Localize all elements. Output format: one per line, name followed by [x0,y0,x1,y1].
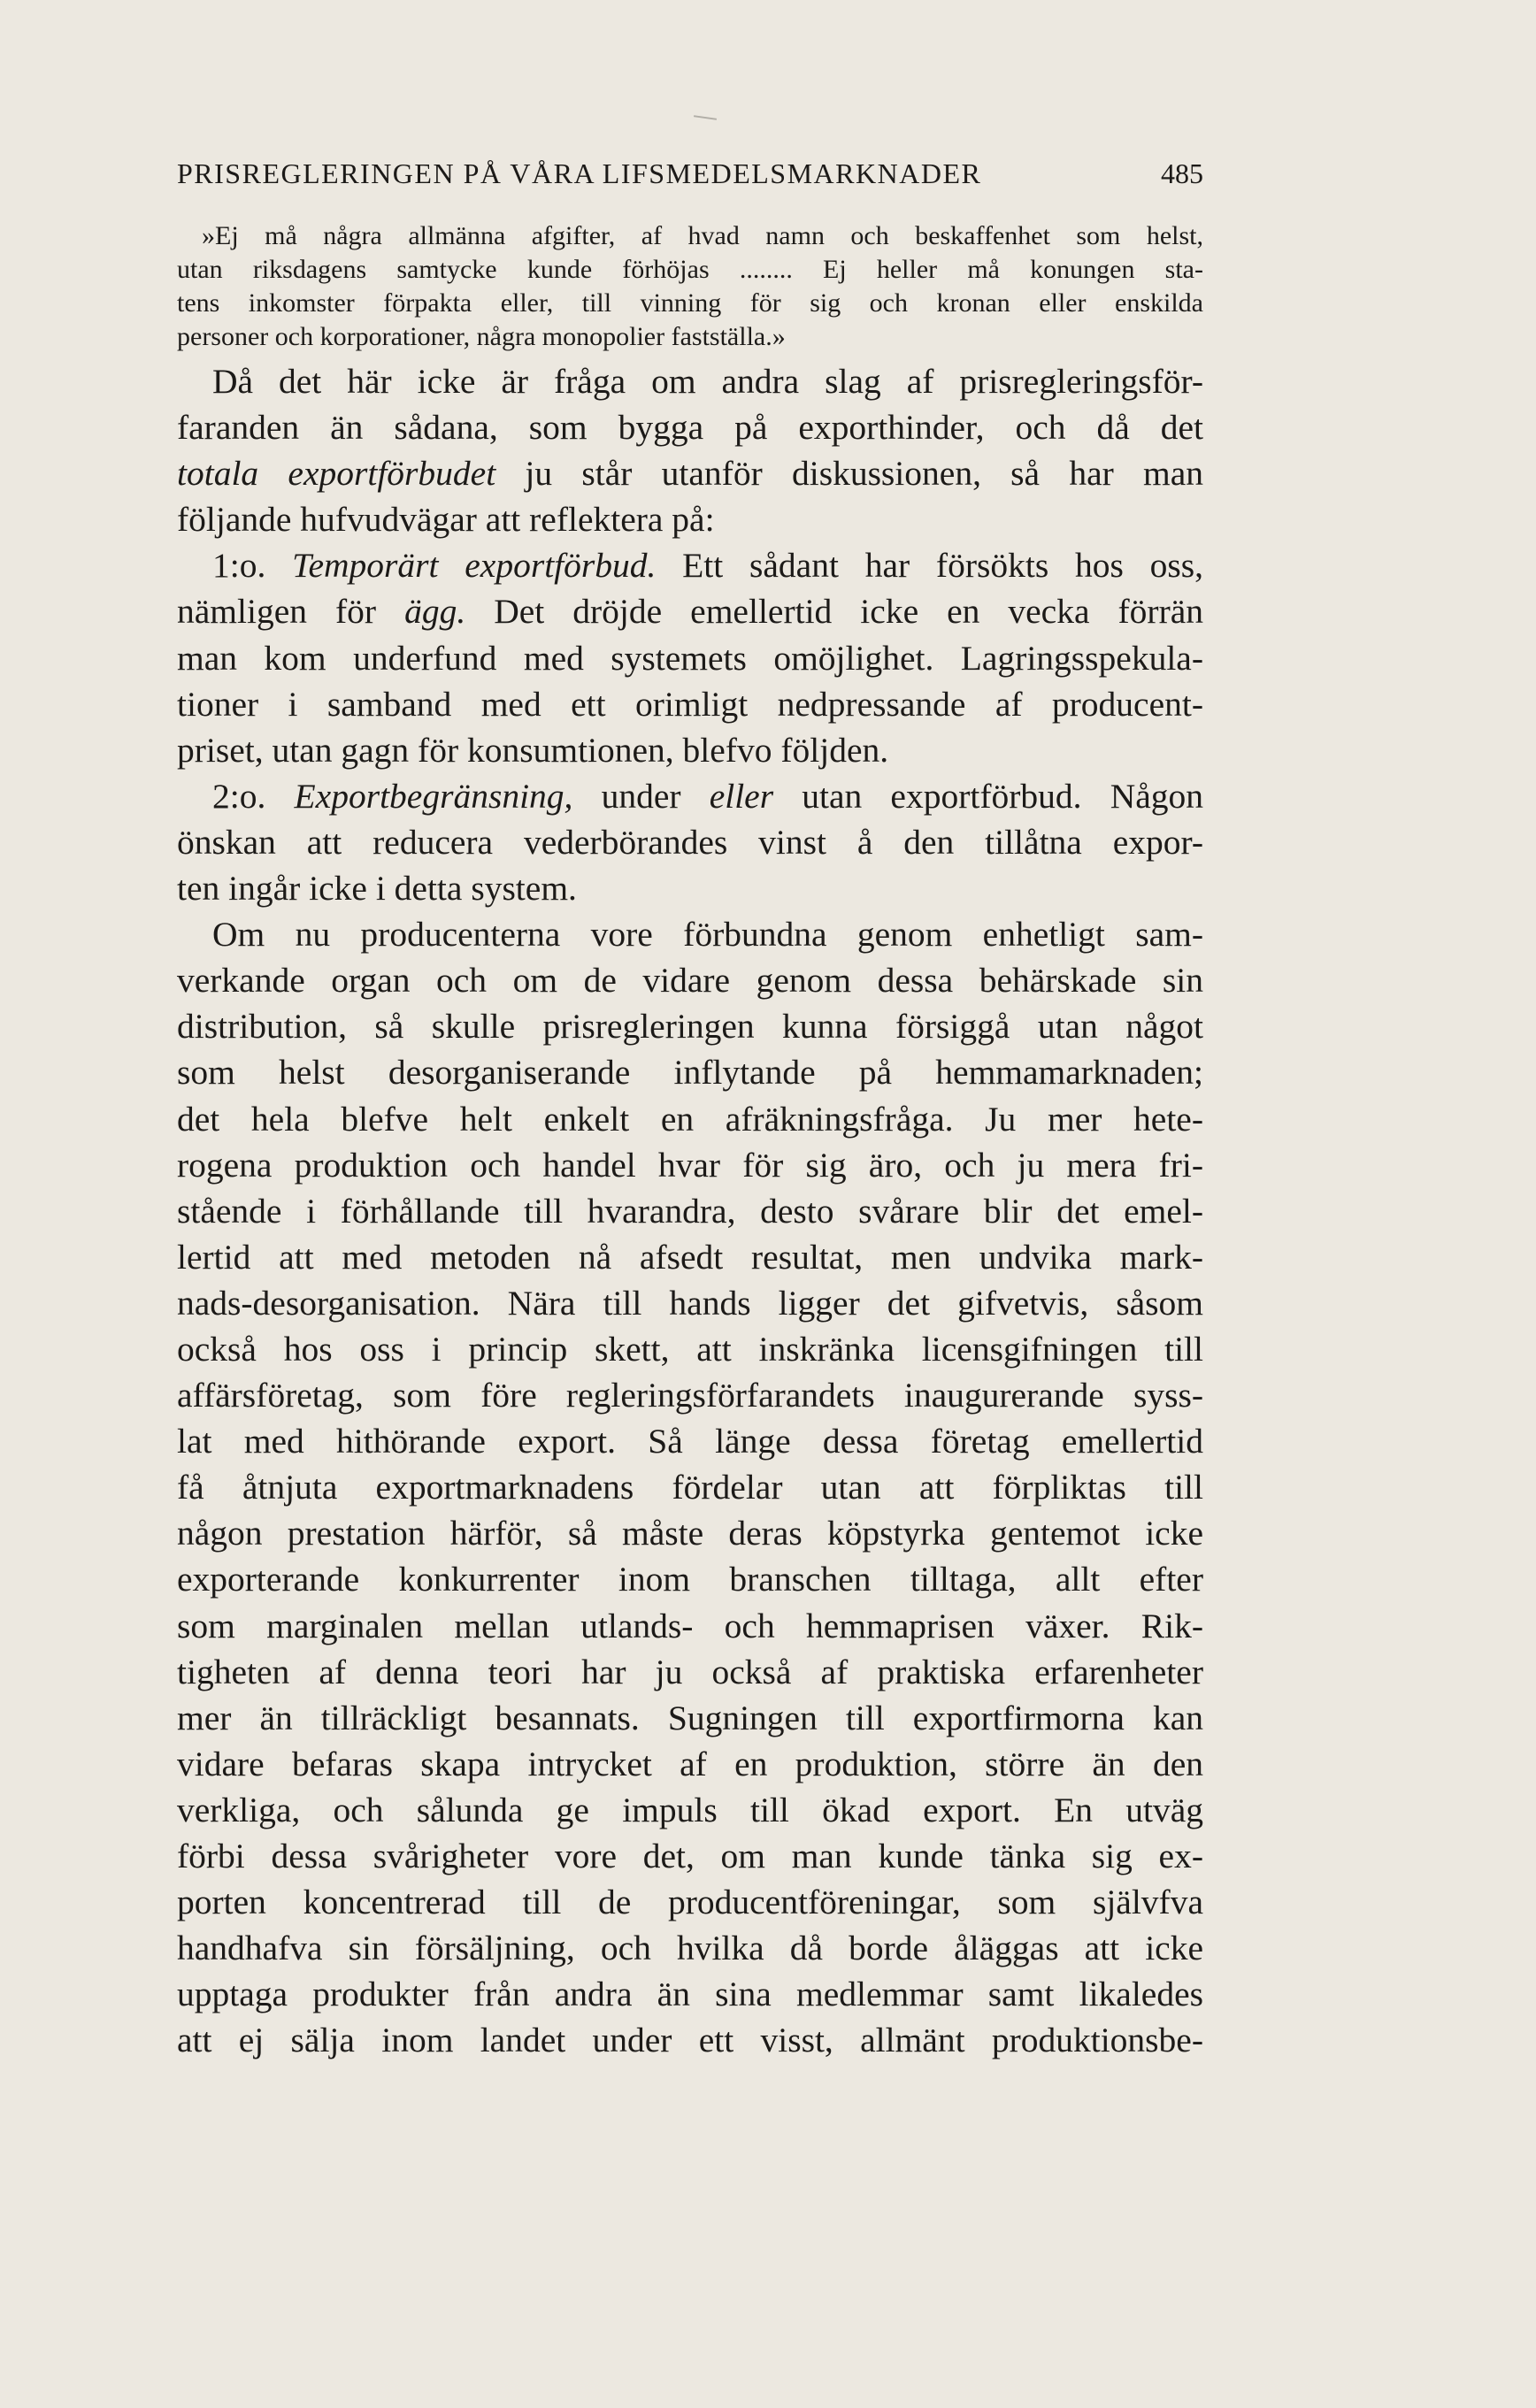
text-line: priset, utan gagn för konsumtionen, blefvo följden. [177,730,889,770]
text-line: vidare befaras skapa intrycket af en produktion, större än den [177,1744,1203,1783]
text-line: lertid att med metoden nå afsedt resultat, men undvika mark- [177,1237,1203,1277]
text-line: exporterande konkurrenter inom branschen tilltaga, allt efter [177,1560,1203,1599]
text-line: faranden än sådana, som bygga på exporthinder, och då det [177,408,1203,448]
text-line: verkliga, och sålunda ge impuls till ökad export. En utväg [177,1790,1203,1829]
italic-term: Temporärt exportförbud. [292,546,657,586]
text-line: förbi dessa svårigheter vore det, om man kunde tänka sig ex- [177,1837,1203,1875]
quote-line: utan riksdagens samtycke kunde förhöjas ........ Ej heller må konungen sta- [177,255,1203,284]
text-line: som marginalen mellan utlands- och hemmaprisen växer. Rik- [177,1606,1203,1645]
text-line: stående i förhållande till hvarandra, desto svårare blir det emel- [177,1191,1203,1231]
body-text [177,358,1203,2063]
italic-term: Exportbegränsning, [294,776,573,816]
text-line: också hos oss i princip skett, att inskränka licensgifningen till [177,1329,1203,1369]
text-line: önskan att reducera vederbörandes vinst å den tillåtna expor- [177,822,1203,862]
text-line: affärsföretag, som före regleringsförfarandets inaugurerande syss- [177,1376,1203,1415]
text-line: porten koncentrerad till de producentföreningar, som självfva [177,1883,1203,1922]
text-line: distribution, så skulle prisregleringen kunna försiggå utan något [177,1007,1203,1047]
page-header [177,157,1203,193]
quote-line: personer och korporationer, några monopolier fastställa.» [177,322,786,351]
text-line: det hela blefve helt enkelt en afräkningsfråga. Ju mer hete- [177,1099,1203,1139]
text-line: att ej sälja inom landet under ett visst, allmänt produktionsbe- [177,2021,1203,2060]
text-line: tigheten af denna teori har ju också af praktiska erfarenheter [177,1652,1203,1691]
text-line: följande hufvudvägar att reflektera på: [177,500,715,540]
text-line: nads-desorganisation. Nära till hands ligger det gifvetvis, såsom [177,1283,1203,1323]
text-line: 1:o. Temporärt exportförbud. Ett sådant har försökts hos oss, [212,546,1203,586]
italic-term: totala exportförbudet [177,454,496,494]
text-line: få åtnjuta exportmarknadens fördelar utan att förpliktas till [177,1468,1203,1507]
text-line: totala exportförbudet ju står utanför diskussionen, så har man [177,454,1204,494]
text-line: någon prestation härför, så måste deras köpstyrka gentemot icke [177,1514,1203,1553]
text-line: Om nu producenterna vore förbundna genom enhetligt sam- [212,915,1203,955]
text-line: verkande organ och om de vidare genom dessa behärskade sin [177,961,1203,1001]
text-line: man kom underfund med systemets omöjlighet. Lagringsspekula- [177,638,1203,678]
text-line: mer än tillräckligt besannats. Sugningen till exportfirmorna kan [177,1698,1203,1737]
text-line: ten ingår icke i detta system. [177,869,577,909]
text-line: handhafva sin försäljning, och hvilka då borde åläggas att icke [177,1929,1203,1968]
text-line: upptaga produkter från andra än sina medlemmar samt likaledes [177,1975,1203,2014]
text-line: Då det här icke är fråga om andra slag af prisregleringsför- [212,362,1203,401]
print-mark [694,115,717,120]
italic-term: eller [709,776,774,816]
quote-line: tens inkomster förpakta eller, till vinning för sig och kronan eller enskilda [177,288,1203,318]
text-line: lat med hithörande export. Så länge dessa företag emellertid [177,1422,1203,1461]
text-line: 2:o. Exportbegränsning, under eller utan exportförbud. Någon [212,776,1204,816]
text-line: tioner i samband med ett orimligt nedpressande af producent- [177,684,1203,724]
italic-term: ägg. [404,592,466,632]
quotation-block [177,219,1203,354]
quote-line: »Ej må några allmänna afgifter, af hvad namn och beskaffenhet som helst, [202,221,1203,250]
text-line: nämligen för ägg. Det dröjde emellertid icke en vecka förrän [177,592,1203,632]
text-line: rogena produktion och handel hvar för sig äro, och ju mera fri- [177,1145,1203,1185]
page-number: 485 [1161,157,1203,189]
running-head: PRISREGLERINGEN PÅ VÅRA LIFSMEDELSMARKNADER [177,157,982,189]
text-line: som helst desorganiserande inflytande på hemmamarknaden; [177,1053,1203,1093]
